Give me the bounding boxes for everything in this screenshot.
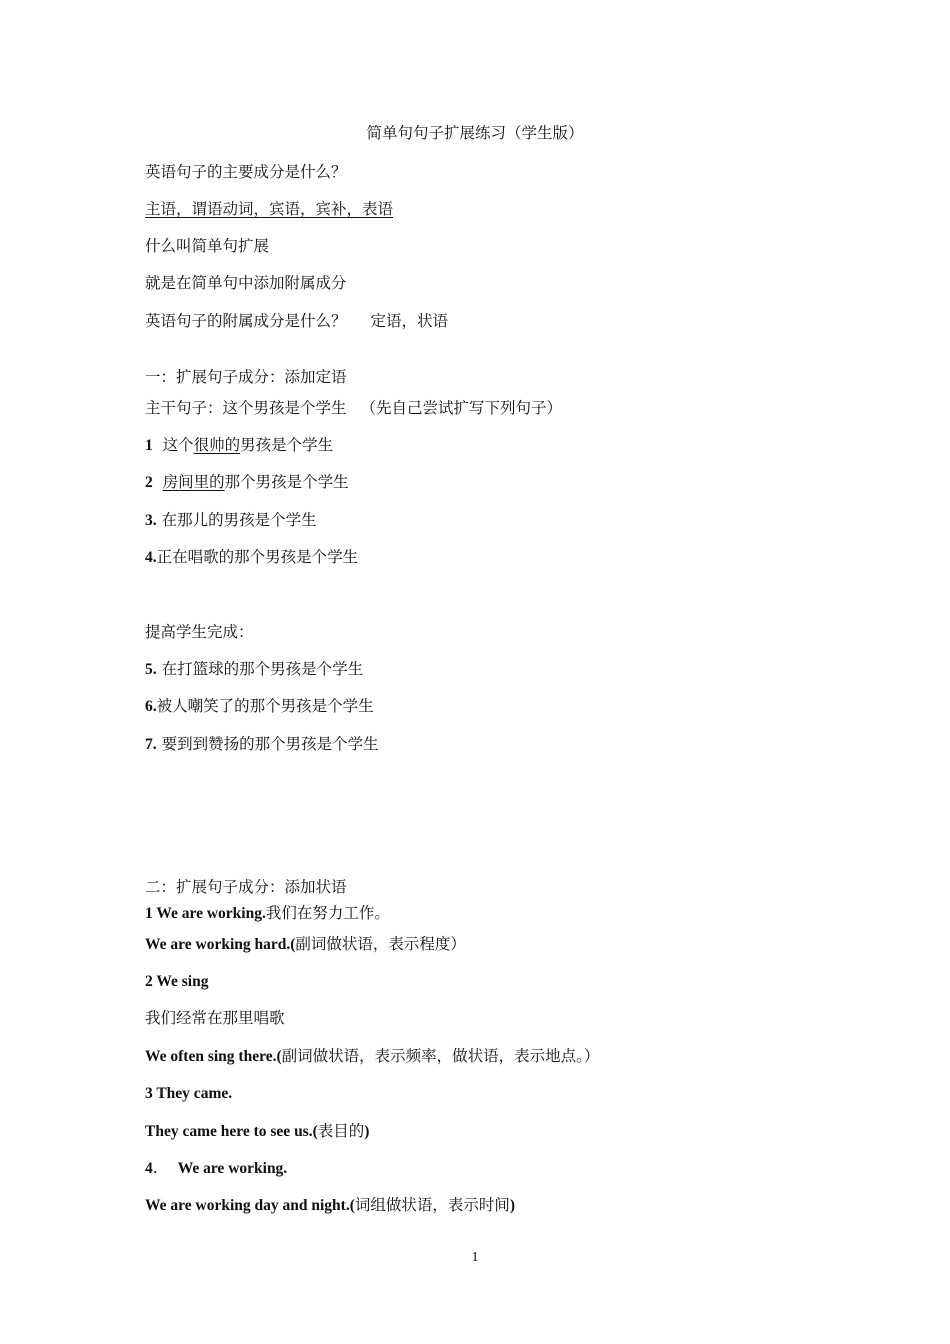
- list-item: [145, 547, 358, 568]
- answer-what-is-expansion: 就是在简单句中添加附属成分: [145, 274, 347, 292]
- item-number: 5.: [145, 661, 157, 678]
- item-number: 7.: [145, 736, 157, 753]
- english-text: We are working.: [177, 1160, 288, 1177]
- list-item: [145, 510, 317, 531]
- item-number: 2: [145, 474, 153, 491]
- item-dot: .: [152, 1159, 158, 1177]
- item-text: 在那儿的男孩是个学生: [161, 511, 317, 529]
- english-text: 2 We sing: [145, 973, 209, 990]
- english-text: We are working day and night.(: [145, 1197, 355, 1214]
- item-number: 4: [145, 1160, 153, 1177]
- main-sentence-text: 主干句子：这个男孩是个学生: [145, 399, 347, 417]
- english-text: They came here to see us.(: [145, 1123, 318, 1140]
- example-line: [145, 1046, 599, 1067]
- chinese-text: 我们经常在那里唱歌: [145, 1009, 285, 1027]
- example-line: [145, 934, 466, 955]
- item-pre: 这个: [162, 436, 194, 454]
- example-line: [145, 1158, 287, 1179]
- english-text: 1 We are working.: [145, 905, 266, 922]
- example-line: [145, 1008, 285, 1028]
- page-number: 1: [471, 1250, 479, 1265]
- question-what-is-expansion: 什么叫简单句扩展: [145, 237, 270, 255]
- section1-main-sentence: [145, 398, 562, 418]
- item-post: 那个男孩是个学生: [224, 473, 349, 491]
- question-main-components: 英语句子的主要成分是什么？: [145, 163, 347, 181]
- item-number: 3.: [145, 512, 157, 529]
- answer-text: 定语，状语: [370, 312, 449, 330]
- example-line: [145, 1195, 515, 1216]
- english-text: We are working hard.(: [145, 936, 296, 953]
- item-text: 被人嘲笑了的那个男孩是个学生: [156, 697, 374, 715]
- section1-heading: 一：扩展句子成分：添加定语: [145, 368, 347, 386]
- answer-main-components: 主语，谓语动词，宾语，宾补，表语: [145, 200, 394, 218]
- chinese-text: 表目的: [317, 1122, 365, 1140]
- item-number: 4.: [145, 549, 157, 566]
- item-text: 在打篮球的那个男孩是个学生: [161, 660, 364, 678]
- example-line: [145, 971, 208, 992]
- closing-paren: ): [509, 1197, 516, 1214]
- item-underlined: 房间里的: [162, 473, 225, 491]
- example-line: [145, 1121, 369, 1142]
- list-item: [145, 472, 349, 493]
- list-item: [145, 734, 379, 755]
- item-number: 1: [145, 437, 153, 454]
- item-text: 要到到赞扬的那个男孩是个学生: [161, 735, 379, 753]
- example-line: [145, 1083, 232, 1104]
- english-text: 3 They came.: [145, 1085, 233, 1102]
- section2-heading: 二：扩展句子成分：添加状语: [145, 878, 347, 896]
- example-line: [145, 903, 390, 924]
- list-item: [145, 435, 333, 456]
- question-text: 英语句子的附属成分是什么？: [145, 312, 347, 330]
- chinese-text: 副词做状语，表示程度）: [295, 935, 466, 953]
- question-attached-components: [145, 311, 448, 331]
- chinese-text: 副词做状语，表示频率，做状语，表示地点。）: [281, 1047, 600, 1065]
- chinese-text: 词组做状语，表示时间: [354, 1196, 510, 1214]
- english-text: We often sing there.(: [145, 1048, 282, 1065]
- list-item: [145, 696, 374, 717]
- document-title: 简单句句子扩展练习（学生版）: [366, 124, 584, 142]
- item-post: 男孩是个学生: [240, 436, 334, 454]
- item-text: 正在唱歌的那个男孩是个学生: [156, 548, 359, 566]
- advanced-heading: 提高学生完成：: [145, 623, 254, 641]
- item-underlined: 很帅的: [193, 436, 241, 454]
- instruction-text: （先自己尝试扩写下列句子）: [360, 399, 563, 417]
- item-number: 6.: [145, 698, 157, 715]
- chinese-text: 我们在努力工作。: [265, 904, 390, 922]
- closing-paren: ): [364, 1123, 370, 1140]
- list-item: [145, 659, 363, 680]
